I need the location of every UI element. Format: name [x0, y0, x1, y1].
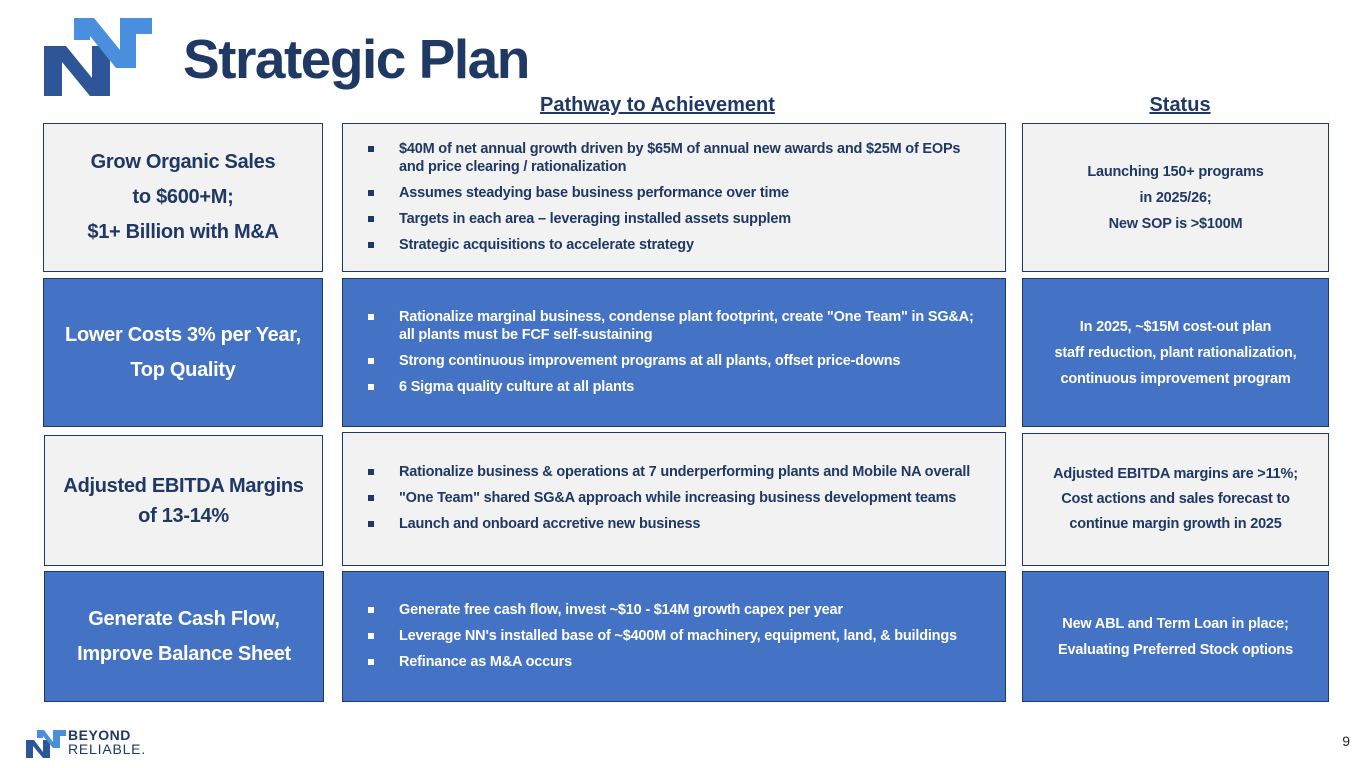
status-line: in 2025/26; — [1139, 189, 1212, 206]
pathway-bullet: Refinance as M&A occurs — [367, 653, 989, 671]
pathway-bullet: Strong continuous improvement programs at all plants, offset price-downs — [367, 352, 989, 370]
status-line: Adjusted EBITDA margins are >11%; — [1053, 466, 1298, 482]
pathway-box-organic-sales — [342, 123, 1006, 272]
status-line: staff reduction, plant rationalization, — [1054, 344, 1297, 361]
status-box-lower-costs — [1022, 278, 1329, 427]
goal-line: Lower Costs 3% per Year, — [65, 323, 301, 346]
goal-box-organic-sales — [43, 123, 323, 272]
footer-brand-line1: BEYOND — [68, 727, 131, 743]
status-line: Evaluating Preferred Stock options — [1058, 641, 1293, 658]
page-title: Strategic Plan — [183, 28, 529, 90]
footer-brand-logo — [26, 728, 166, 760]
pathway-bullet: Rationalize marginal business, condense plant footprint, create "One Team" in SG&A; all plants must be FCF self-sustaining — [367, 308, 989, 344]
pathway-bullet: Targets in each area – leveraging installed assets supplem — [367, 210, 989, 228]
pathway-bullet: Generate free cash flow, invest ~$10 - $14M growth capex per year — [367, 601, 989, 619]
pathway-bullet: Rationalize business & operations at 7 underperforming plants and Mobile NA overall — [367, 463, 989, 481]
pathway-bullet: Leverage NN's installed base of ~$400M of machinery, equipment, land, & buildings — [367, 627, 989, 645]
status-box-ebitda-margins — [1022, 433, 1329, 566]
pathway-bullet: $40M of net annual growth driven by $65M of annual new awards and $25M of EOPs and price clearing / rationalization — [367, 140, 989, 176]
goal-line: to $600+M; — [132, 186, 234, 208]
footer-brand-line2: RELIABLE. — [68, 741, 147, 757]
status-box-organic-sales — [1022, 123, 1329, 272]
goal-line: Top Quality — [130, 358, 236, 381]
goal-line: Improve Balance Sheet — [77, 642, 291, 665]
goal-line: Generate Cash Flow, — [88, 607, 280, 630]
status-column-header: Status — [1149, 94, 1211, 116]
goal-line: Grow Organic Sales — [90, 151, 276, 173]
goal-line: Adjusted EBITDA Margins — [63, 474, 304, 497]
status-box-cash-flow — [1022, 571, 1329, 702]
pathway-box-cash-flow — [342, 571, 1006, 702]
status-line: continuous improvement program — [1060, 370, 1291, 387]
pathway-bullet: Assumes steadying base business performance over time — [367, 184, 989, 202]
goal-box-lower-costs — [43, 278, 323, 427]
pathway-bullet: "One Team" shared SG&A approach while increasing business development teams — [367, 489, 989, 507]
status-line: Cost actions and sales forecast to — [1061, 491, 1290, 507]
pathway-column-header: Pathway to Achievement — [540, 94, 775, 116]
pathway-bullet: Strategic acquisitions to accelerate strategy — [367, 236, 989, 254]
pathway-bullet: Launch and onboard accretive new business — [367, 515, 989, 533]
page-number: 9 — [1342, 733, 1350, 749]
pathway-box-lower-costs — [342, 278, 1006, 427]
status-line: Launching 150+ programs — [1087, 163, 1264, 180]
goal-line: of 13-14% — [138, 504, 229, 527]
status-line: In 2025, ~$15M cost-out plan — [1079, 318, 1272, 335]
goal-box-cash-flow — [44, 571, 324, 702]
goal-box-ebitda-margins — [44, 435, 323, 566]
status-line: continue margin growth in 2025 — [1069, 516, 1282, 532]
nn-small-logo-icon — [26, 730, 66, 758]
nn-logo-icon — [44, 18, 152, 96]
goal-line: $1+ Billion with M&A — [87, 221, 279, 243]
pathway-box-ebitda-margins — [342, 432, 1006, 566]
status-line: New ABL and Term Loan in place; — [1062, 615, 1289, 632]
pathway-bullet: 6 Sigma quality culture at all plants — [367, 378, 989, 396]
status-line: New SOP is >$100M — [1108, 215, 1243, 232]
